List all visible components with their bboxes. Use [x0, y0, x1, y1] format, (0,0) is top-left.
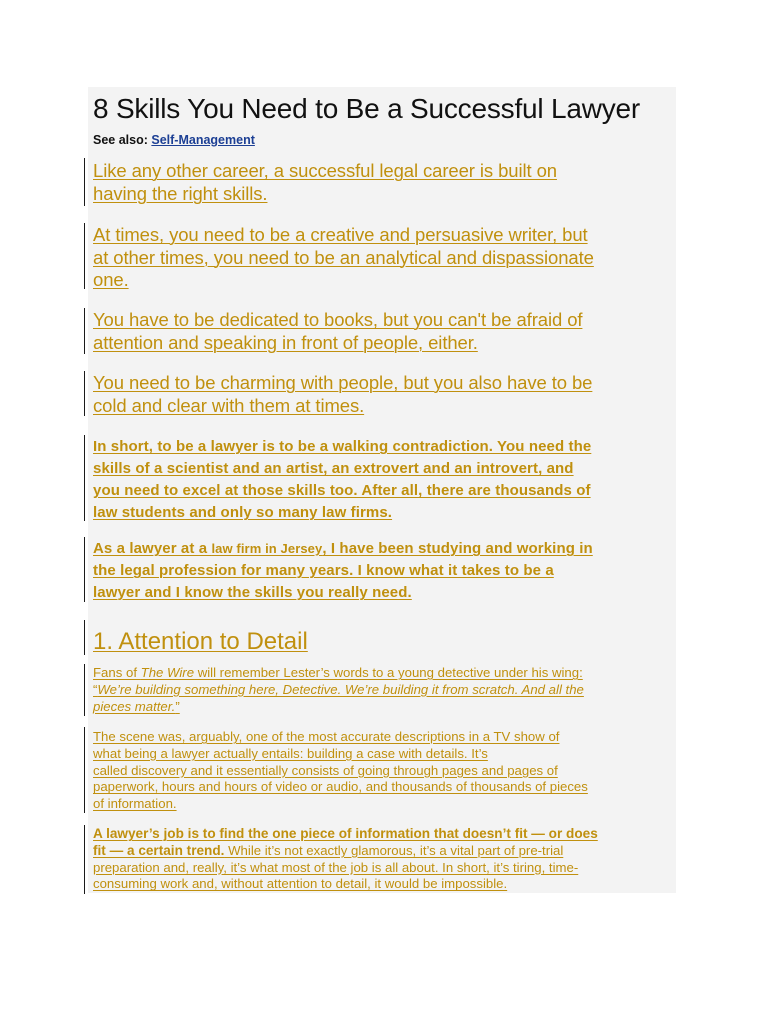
text-run: will remember Lester’s words to a young detective under his wing: — [194, 665, 583, 680]
text-run: As a lawyer at a — [93, 540, 212, 557]
quote-bar — [84, 435, 85, 521]
quote-bar — [84, 223, 85, 289]
text-line — [93, 699, 677, 716]
text-line: called discovery and it essentially consists of going through pages and pages of — [93, 762, 558, 778]
text-line: You have to be dedicated to books, but you can't be afraid of — [93, 309, 583, 330]
text-line: one. — [93, 269, 129, 290]
section-paragraph-3[interactable] — [93, 826, 677, 893]
quote-bar — [84, 664, 85, 716]
text-line: of information. — [93, 796, 177, 812]
text-line: attention and speaking in front of people, either. — [93, 331, 478, 353]
text-line: Like any other career, a successful legal career is built on — [93, 160, 557, 181]
intro-paragraph-2[interactable] — [93, 224, 677, 292]
article-title: 8 Skills You Need to Be a Successful Lawyer — [93, 93, 641, 124]
see-also-link[interactable]: Self-Management — [151, 133, 255, 147]
text-run: Fans of — [93, 665, 141, 680]
intro-paragraph-6[interactable] — [93, 538, 677, 604]
text-line — [93, 843, 677, 860]
quote-bar — [84, 620, 85, 655]
text-run: , I have been studying and working in — [322, 540, 593, 557]
text-line: The scene was, arguably, one of the most accurate descriptions in a TV show of — [93, 729, 560, 744]
text-line: paperwork, hours and hours of video or audio, and thousands of thousands of pieces — [93, 779, 588, 795]
intro-paragraph-4[interactable] — [93, 372, 677, 417]
text-line: what being a lawyer actually entails: building a case with details. It’s — [93, 745, 488, 761]
text-line: At times, you need to be a creative and persuasive writer, but — [93, 224, 588, 245]
see-also — [93, 132, 255, 148]
bold-text: fit — a certain trend. — [93, 842, 225, 858]
text-line: law students and only so many law firms. — [93, 504, 393, 521]
show-title: The Wire — [140, 665, 195, 680]
section-paragraph-1[interactable] — [93, 665, 677, 715]
text-line: You need to be charming with people, but you also have to be — [93, 372, 593, 393]
text-line: cold and clear with them at times. — [93, 394, 365, 416]
text-line: preparation and, really, it’s what most of the job is all about. In short, it’s tiring, time- — [93, 859, 579, 875]
quote-text: pieces matter. — [93, 698, 176, 714]
text-run: ” — [175, 698, 180, 714]
text-line: In short, to be a lawyer is to be a walking contradiction. You need the — [93, 438, 592, 455]
intro-paragraph-5[interactable] — [93, 436, 677, 524]
text-line: at other times, you need to be an analytical and dispassionate — [93, 246, 594, 268]
bold-text: A lawyer’s job is to find the one piece of information that doesn’t fit — or does — [93, 826, 598, 841]
quote-bar — [84, 308, 85, 354]
intro-paragraph-1[interactable] — [93, 160, 677, 205]
text-line: skills of a scientist and an artist, an extrovert and an introvert, and — [93, 460, 574, 477]
section-paragraph-2[interactable] — [93, 729, 677, 813]
text-line: consuming work and, without attention to detail, it would be impossible. — [93, 876, 508, 892]
text-line: lawyer and I know the skills you really need. — [93, 584, 412, 601]
quote-bar — [84, 158, 85, 206]
section-heading[interactable]: 1. Attention to Detail — [93, 628, 308, 655]
quote-bar — [84, 727, 85, 813]
text-line — [93, 826, 677, 843]
text-run: “ — [93, 681, 98, 697]
intro-paragraph-3[interactable] — [93, 309, 677, 354]
text-line — [93, 682, 677, 699]
quote-bar — [84, 825, 85, 894]
quote-bar — [84, 537, 85, 602]
text-line: having the right skills. — [93, 182, 268, 204]
quote-bar — [84, 371, 85, 416]
text-run: While it’s not exactly glamorous, it’s a vital part of pre-trial — [224, 842, 564, 858]
see-also-label: See also: — [93, 133, 152, 147]
text-line: the legal profession for many years. I know what it takes to be a — [93, 562, 554, 579]
law-firm-link[interactable]: law firm in Jersey — [211, 541, 323, 556]
text-line — [93, 538, 677, 560]
quote-text: We’re building something here, Detective. We’re building it from scratch. And all the — [97, 681, 584, 697]
text-line: you need to excel at those skills too. After all, there are thousands of — [93, 482, 591, 499]
text-line — [93, 665, 677, 682]
